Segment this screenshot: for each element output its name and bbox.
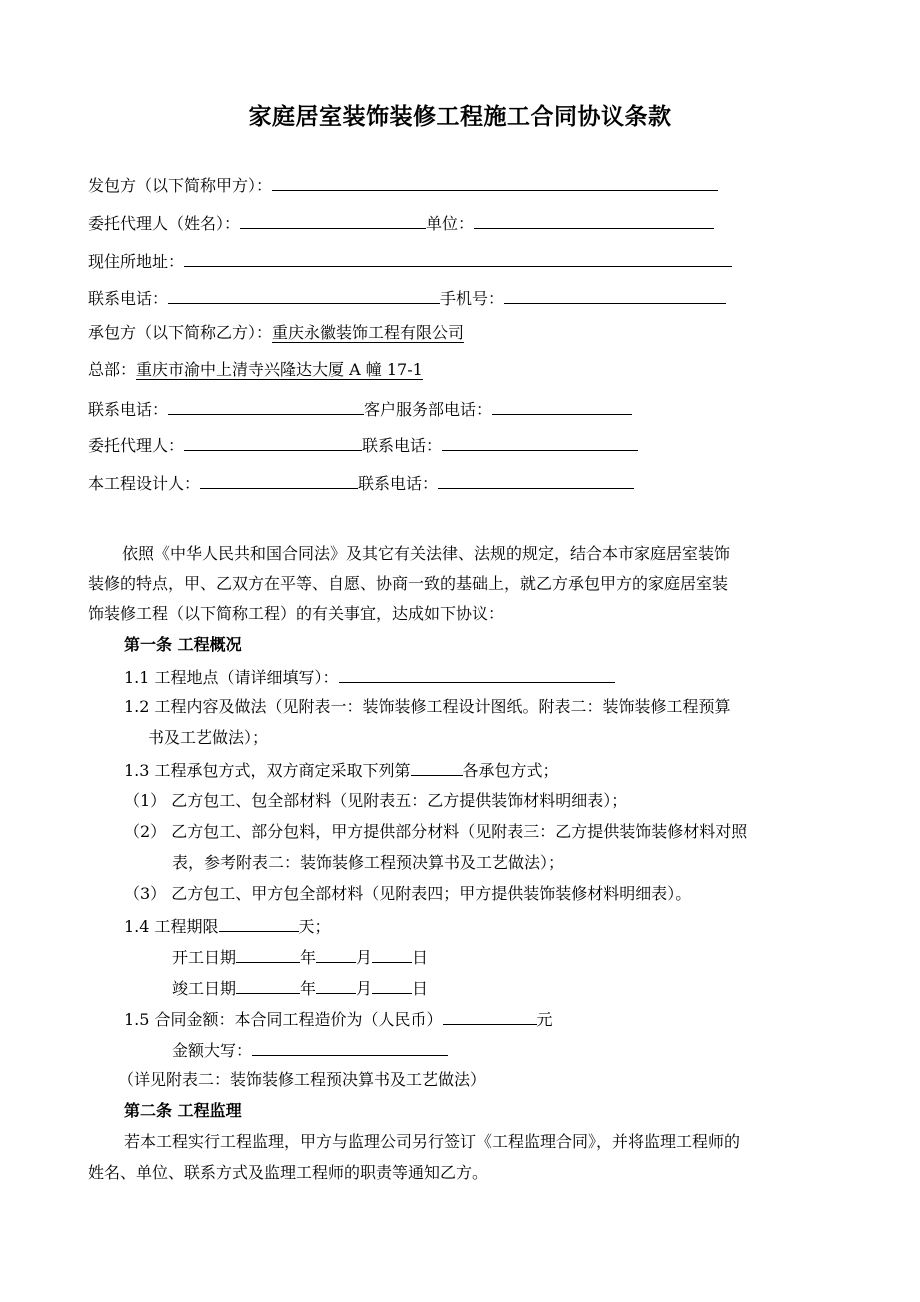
mobile-blank[interactable] bbox=[504, 286, 726, 304]
start-date-label: 开工日期 bbox=[172, 948, 237, 967]
party-b-value: 重庆永徽装饰工程有限公司 bbox=[272, 323, 465, 342]
start-year-blank[interactable] bbox=[236, 945, 300, 963]
hq-row bbox=[88, 359, 423, 381]
clause-1-3-pre: 1.3 工程承包方式，双方商定采取下列第 bbox=[124, 761, 411, 780]
phone-b-label: 联系电话： bbox=[88, 400, 169, 419]
end-date-row bbox=[172, 976, 428, 1000]
start-month-unit: 月 bbox=[356, 948, 373, 967]
designer-blank[interactable] bbox=[200, 471, 358, 489]
agent-a-unit-label: 单位： bbox=[426, 214, 475, 233]
clause-1-5-pre: 1.5 合同金额：本合同工程造价为（人民币） bbox=[124, 1010, 443, 1029]
clause-1-5 bbox=[124, 1007, 553, 1031]
end-date-label: 竣工日期 bbox=[172, 979, 237, 998]
intro-line-3: 饰装修工程（以下简称工程）的有关事宜，达成如下协议： bbox=[88, 604, 505, 623]
agent-b-blank[interactable] bbox=[184, 433, 362, 451]
clause-1-2-line-1: 1.2 工程内容及做法（见附表一：装饰装修工程设计图纸。附表二：装饰装修工程预算 bbox=[124, 697, 731, 716]
intro-line-1: 依照《中华人民共和国合同法》及其它有关法律、法规的规定，结合本市家庭居室装饰 bbox=[122, 544, 731, 563]
phone-a-label: 联系电话： bbox=[88, 289, 169, 308]
end-day-unit: 日 bbox=[412, 979, 429, 998]
end-month-unit: 月 bbox=[356, 979, 373, 998]
article-2-line-1: 若本工程实行工程监理，甲方与监理公司另行签订《工程监理合同》，并将监理工程师的 bbox=[124, 1132, 741, 1151]
clause-1-3-post: 各承包方式； bbox=[462, 761, 559, 780]
clause-1-1 bbox=[124, 665, 615, 689]
clause-1-4 bbox=[124, 914, 331, 938]
clause-1-5-post: 元 bbox=[536, 1010, 553, 1029]
agent-b-phone-blank[interactable] bbox=[442, 433, 638, 451]
article-2-heading: 第二条 工程监理 bbox=[124, 1101, 242, 1120]
contract-amount-blank[interactable] bbox=[443, 1007, 537, 1025]
clause-1-4-pre: 1.4 工程期限 bbox=[124, 917, 219, 936]
phone-b-blank[interactable] bbox=[168, 397, 364, 415]
agent-a-name-blank[interactable] bbox=[240, 211, 426, 229]
document-title: 家庭居室装饰装修工程施工合同协议条款 bbox=[248, 103, 672, 130]
designer-label: 本工程设计人： bbox=[88, 474, 201, 493]
phone-a-row bbox=[88, 286, 726, 310]
party-b-row bbox=[88, 322, 464, 344]
agent-b-row bbox=[88, 433, 638, 457]
agent-a-label: 委托代理人（姓名）： bbox=[88, 214, 241, 233]
intro-line-2: 装修的特点，甲、乙双方在平等、自愿、协商一致的基础上，就乙方承包甲方的家庭居室装 bbox=[88, 574, 729, 593]
site-location-blank[interactable] bbox=[339, 665, 615, 683]
article-2-line-2: 姓名、单位、联系方式及监理工程师的职责等通知乙方。 bbox=[88, 1163, 489, 1182]
start-year-unit: 年 bbox=[300, 948, 317, 967]
clause-1-3 bbox=[124, 758, 559, 782]
agent-b-label: 委托代理人： bbox=[88, 436, 185, 455]
option-2-line-2: 表，参考附表二：装饰装修工程预决算书及工艺做法）； bbox=[172, 853, 565, 872]
option-1: （1） 乙方包工、包全部材料（见附表五：乙方提供装饰材料明细表）； bbox=[124, 791, 628, 810]
party-b-label: 承包方（以下简称乙方）： bbox=[88, 323, 273, 342]
hq-value: 重庆市渝中上清寺兴隆达大厦 A 幢 17-1 bbox=[136, 360, 423, 379]
option-3: （3） 乙方包工、甲方包全部材料（见附表四；甲方提供装饰装修材料明细表）。 bbox=[124, 884, 692, 903]
amount-reference: （详见附表二：装饰装修工程预决算书及工艺做法） bbox=[118, 1070, 487, 1089]
contract-mode-blank[interactable] bbox=[411, 758, 463, 776]
phone-a-blank[interactable] bbox=[168, 286, 440, 304]
designer-row bbox=[88, 471, 634, 495]
party-a-blank[interactable] bbox=[272, 173, 718, 191]
clause-1-4-post: 天； bbox=[298, 917, 331, 936]
address-row bbox=[88, 249, 732, 273]
service-phone-blank[interactable] bbox=[492, 397, 632, 415]
clause-1-1-text: 1.1 工程地点（请详细填写）： bbox=[124, 668, 339, 687]
mobile-label: 手机号： bbox=[440, 289, 505, 308]
article-1-heading: 第一条 工程概况 bbox=[124, 635, 242, 654]
start-day-unit: 日 bbox=[412, 948, 429, 967]
phone-b-row bbox=[88, 397, 632, 421]
address-blank[interactable] bbox=[184, 249, 732, 267]
end-day-blank[interactable] bbox=[372, 976, 412, 994]
hq-label: 总部： bbox=[88, 360, 137, 379]
amount-words-row bbox=[172, 1038, 448, 1062]
amount-words-label: 金额大写： bbox=[172, 1041, 253, 1060]
address-label: 现住所地址： bbox=[88, 252, 185, 271]
agent-a-row bbox=[88, 211, 714, 235]
option-2-line-1: （2） 乙方包工、部分包料，甲方提供部分材料（见附表三：乙方提供装饰装修材料对照 bbox=[124, 822, 748, 841]
amount-words-blank[interactable] bbox=[252, 1038, 448, 1056]
end-year-unit: 年 bbox=[300, 979, 317, 998]
start-date-row bbox=[172, 945, 428, 969]
end-month-blank[interactable] bbox=[316, 976, 356, 994]
start-month-blank[interactable] bbox=[316, 945, 356, 963]
designer-phone-blank[interactable] bbox=[438, 471, 634, 489]
service-phone-label: 客户服务部电话： bbox=[364, 400, 493, 419]
agent-b-phone-label: 联系电话： bbox=[362, 436, 443, 455]
agent-a-unit-blank[interactable] bbox=[474, 211, 714, 229]
duration-days-blank[interactable] bbox=[219, 914, 299, 932]
start-day-blank[interactable] bbox=[372, 945, 412, 963]
end-year-blank[interactable] bbox=[236, 976, 300, 994]
party-a-label: 发包方（以下简称甲方）： bbox=[88, 176, 273, 195]
party-a-row bbox=[88, 173, 718, 197]
designer-phone-label: 联系电话： bbox=[358, 474, 439, 493]
clause-1-2-line-2: 书及工艺做法）； bbox=[148, 728, 269, 747]
